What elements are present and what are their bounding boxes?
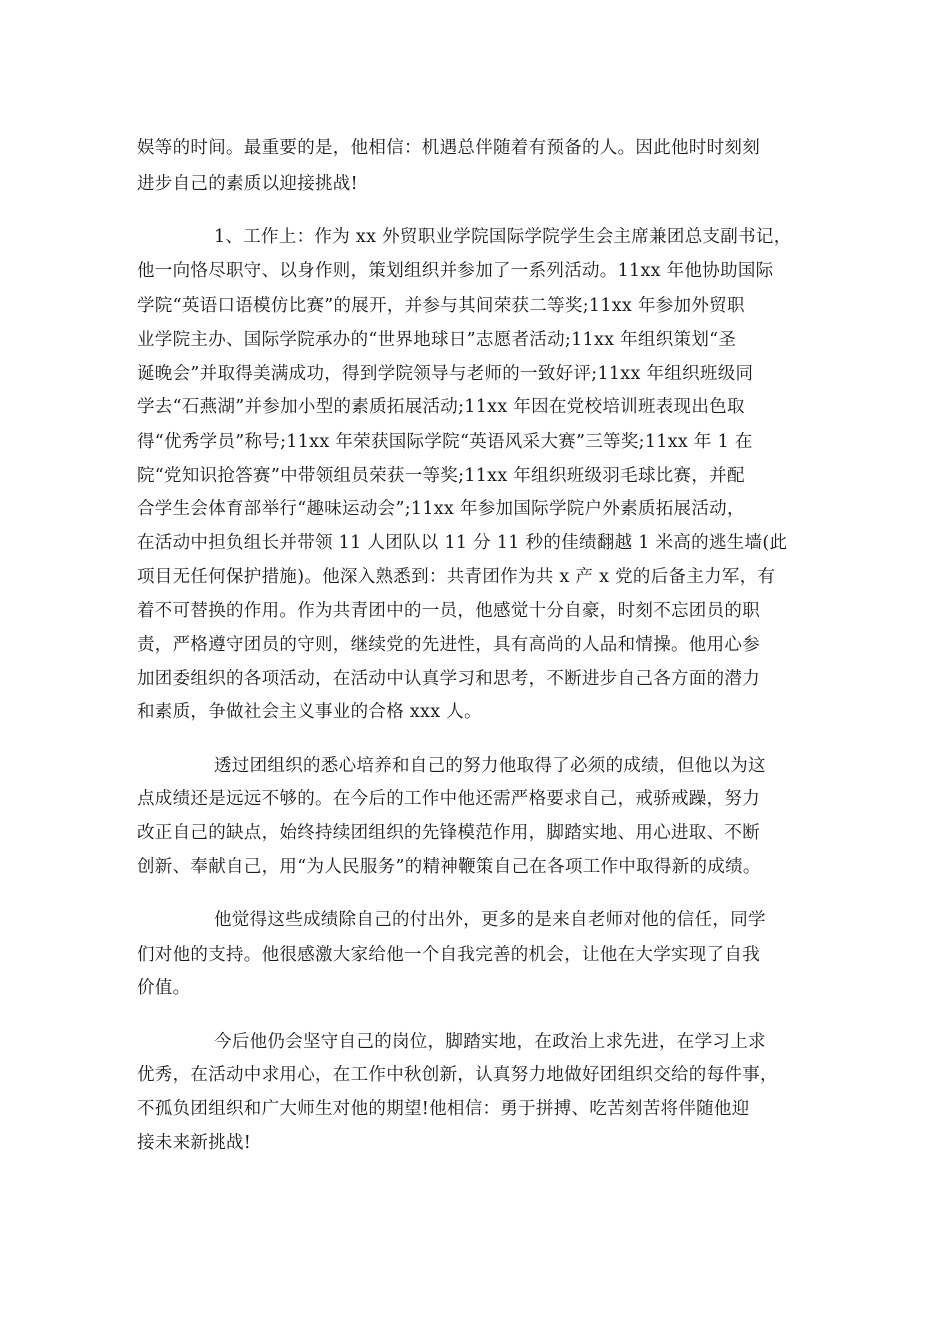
- text-line: 得“优秀学员”称号;11xx 年荣获国际学院“英语风采大赛”三等奖;11xx 年 1 在: [137, 432, 753, 452]
- text-line: 今后他仍会坚守自己的岗位，脚踏实地，在政治上求先进，在学习上求: [214, 1032, 766, 1052]
- text-line: 不孤负团组织和广大师生对他的期望!他相信：勇于拼搏、吃苦刻苦将伴随他迎: [137, 1099, 750, 1119]
- text-line: 和素质，争做社会主义事业的合格 xxx 人。: [137, 702, 482, 722]
- text-line: 1、工作上：作为 xx 外贸职业学院国际学院学生会主席兼团总支副书记，: [214, 227, 792, 247]
- text-line: 业学院主办、国际学院承办的“世界地球日”志愿者活动;11xx 年组织策划“圣: [137, 330, 737, 350]
- text-line: 诞晚会”并取得美满成功，得到学院领导与老师的一致好评;11xx 年组织班级同: [137, 364, 754, 384]
- text-line: 优秀，在活动中求用心，在工作中秋创新，认真努力地做好团组织交给的每件事，: [137, 1065, 778, 1085]
- text-line: 院“党知识抢答赛”中带领组员荣获一等奖;11xx 年组织班级羽毛球比赛，并配: [137, 466, 745, 486]
- text-line: 价值。: [137, 978, 191, 998]
- text-line: 娱等的时间。最重要的是，他相信：机遇总伴随着有预备的人。因此他时时刻刻: [137, 138, 760, 158]
- text-line: 加团委组织的各项活动，在活动中认真学习和思考，不断进步自己各方面的潜力: [137, 669, 760, 689]
- text-line: 他一向恪尽职守、以身作则，策划组织并参加了一系列活动。11xx 年他协助国际: [137, 261, 774, 281]
- text-line: 学院“英语口语模仿比赛”的展开，并参与其间荣获二等奖;11xx 年参加外贸职: [137, 296, 745, 316]
- text-line: 责，严格遵守团员的守则，继续党的先进性，具有高尚的人品和情操。他用心参: [137, 635, 760, 655]
- text-line: 点成绩还是远远不够的。在今后的工作中他还需严格要求自己，戒骄戒躁，努力: [137, 789, 760, 809]
- text-line: 透过团组织的悉心培养和自己的努力他取得了必须的成绩，但他以为这: [214, 756, 766, 776]
- text-line: 接未来新挑战!: [137, 1133, 252, 1153]
- text-line: 创新、奉献自己，用“为人民服务”的精神鞭策自己在各项工作中取得新的成绩。: [137, 857, 761, 877]
- text-line: 着不可替换的作用。作为共青团中的一员，他感觉十分自豪，时刻不忘团员的职: [137, 601, 760, 621]
- text-line: 合学生会体育部举行“趣味运动会”;11xx 年参加国际学院户外素质拓展活动，: [137, 499, 745, 519]
- text-line: 项目无任何保护措施)。他深入熟悉到：共青团作为共 x 产 x 党的后备主力军，有: [137, 567, 776, 587]
- text-line: 进步自己的素质以迎接挑战!: [137, 174, 358, 194]
- text-line: 学去“石燕湖”并参加小型的素质拓展活动;11xx 年因在党校培训班表现出色取: [137, 397, 745, 417]
- text-line: 改正自己的缺点，始终持续团组织的先锋模范作用，脚踏实地、用心进取、不断: [137, 823, 760, 843]
- text-line: 们对他的支持。他很感激大家给他一个自我完善的机会，让他在大学实现了自我: [137, 945, 760, 965]
- text-line: 在活动中担负组长并带领 11 人团队以 11 分 11 秒的佳绩翻越 1 米高的逃生墙(此: [137, 533, 788, 553]
- text-line: 他觉得这些成绩除自己的付出外，更多的是来自老师对他的信任，同学: [214, 910, 766, 930]
